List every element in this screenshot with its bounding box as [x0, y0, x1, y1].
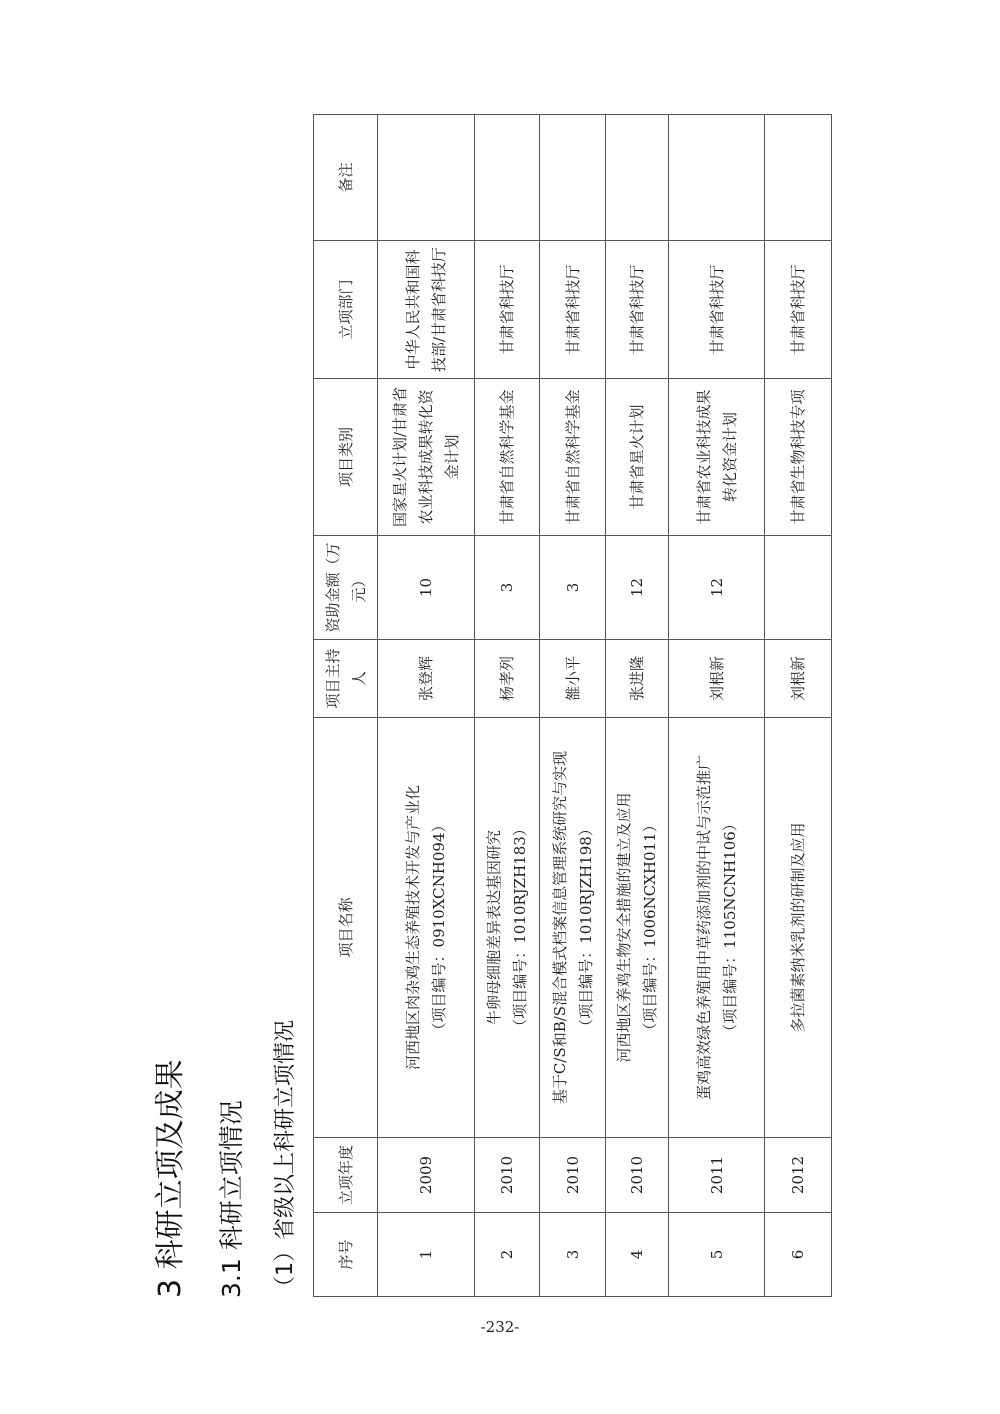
cell-name: [606, 718, 669, 1138]
cell-year: 2010: [475, 1138, 540, 1213]
header-name: 项目名称: [314, 718, 378, 1138]
cell-seq: 2: [475, 1213, 540, 1297]
cell-name: [378, 718, 475, 1138]
section-heading: 3 科研立项及成果: [153, 1059, 188, 1298]
cell-leader: 张进隆: [606, 640, 669, 718]
subsubsection-heading: （1）省级以上科研立项情况: [273, 1020, 298, 1298]
table-row: [765, 115, 832, 1297]
cell-department: 中华人民共和国科技部/甘肃省科技厅: [378, 241, 475, 379]
cell-department: 甘肃省科技厅: [669, 241, 765, 379]
cell-remark: [669, 115, 765, 241]
project-code: （项目编号：0910XCNH094）: [430, 817, 448, 1038]
project-title: 基于C/S和B/S混合模式档案信息管理系统研究与实现: [550, 750, 569, 1105]
cell-leader: 刘根新: [765, 640, 832, 718]
project-code: （项目编号：1006NCXH011）: [641, 817, 659, 1038]
cell-category: 甘肃省自然科学基金: [475, 379, 540, 536]
cell-name: [540, 718, 606, 1138]
cell-remark: [765, 115, 832, 241]
table-row: [540, 115, 606, 1297]
cell-year: 2009: [378, 1138, 475, 1213]
cell-department: 甘肃省科技厅: [765, 241, 832, 379]
header-remark: 备注: [314, 115, 378, 241]
cell-category: 甘肃省星火计划: [606, 379, 669, 536]
project-title: 河西地区肉杂鸡生态养殖技术开发与产业化: [404, 785, 422, 1071]
project-code: （项目编号：1010RJZH198）: [576, 821, 595, 1034]
cell-leader: 刘根新: [669, 640, 765, 718]
cell-name: [765, 718, 832, 1138]
cell-category: 甘肃省自然科学基金: [540, 379, 606, 536]
research-projects-table: [313, 114, 832, 1297]
header-leader: 项目主持人: [314, 640, 378, 718]
cell-remark: [475, 115, 540, 241]
page-number: -232-: [480, 1318, 520, 1336]
cell-category: 甘肃省生物科技专项: [765, 379, 832, 536]
cell-remark: [540, 115, 606, 241]
header-category: 项目类别: [314, 379, 378, 536]
cell-department: 甘肃省科技厅: [475, 241, 540, 379]
cell-funding: 3: [475, 536, 540, 640]
table-row: [475, 115, 540, 1297]
cell-funding: 12: [606, 536, 669, 640]
cell-year: 2012: [765, 1138, 832, 1213]
header-seq: 序号: [314, 1213, 378, 1297]
cell-name: [475, 718, 540, 1138]
cell-seq: 1: [378, 1213, 475, 1297]
table-row: [606, 115, 669, 1297]
cell-category: 甘肃省农业科技成果转化资金计划: [669, 379, 765, 536]
cell-funding: 12: [669, 536, 765, 640]
header-department: 立项部门: [314, 241, 378, 379]
cell-remark: [378, 115, 475, 241]
cell-seq: 5: [669, 1213, 765, 1297]
cell-leader: 张登辉: [378, 640, 475, 718]
project-title: 河西地区养鸡生物安全措施的建立及应用: [615, 792, 633, 1063]
cell-year: 2011: [669, 1138, 765, 1213]
table-row: [378, 115, 475, 1297]
cell-funding: [765, 536, 832, 640]
project-code: （项目编号：1105NCNH106）: [720, 816, 739, 1039]
cell-leader: 杨孝列: [475, 640, 540, 718]
project-code: （项目编号：1010RJZH183）: [511, 821, 529, 1034]
project-title: 蛋鸡高效绿色养殖用中草药添加剂的中试与示范推广: [694, 755, 713, 1101]
table-row: [669, 115, 765, 1297]
cell-department: 甘肃省科技厅: [606, 241, 669, 379]
cell-year: 2010: [606, 1138, 669, 1213]
cell-seq: 3: [540, 1213, 606, 1297]
cell-year: 2010: [540, 1138, 606, 1213]
table-header-row: [314, 115, 378, 1297]
cell-remark: [606, 115, 669, 241]
cell-department: 甘肃省科技厅: [540, 241, 606, 379]
cell-seq: 4: [606, 1213, 669, 1297]
cell-category: 国家星火计划/甘肃省农业科技成果转化资金计划: [378, 379, 475, 536]
cell-funding: 3: [540, 536, 606, 640]
cell-name: [669, 718, 765, 1138]
cell-leader: 雒小平: [540, 640, 606, 718]
header-funding: 资助金额（万元）: [314, 536, 378, 640]
project-title: 多拉菌素纳米乳剂的研制及应用: [789, 822, 807, 1033]
cell-seq: 6: [765, 1213, 832, 1297]
header-year: 立项年度: [314, 1138, 378, 1213]
subsection-heading: 3.1 科研立项情况: [217, 1100, 246, 1298]
project-title: 牛卵母细胞差异表达基因研究: [485, 830, 503, 1026]
cell-funding: 10: [378, 536, 475, 640]
